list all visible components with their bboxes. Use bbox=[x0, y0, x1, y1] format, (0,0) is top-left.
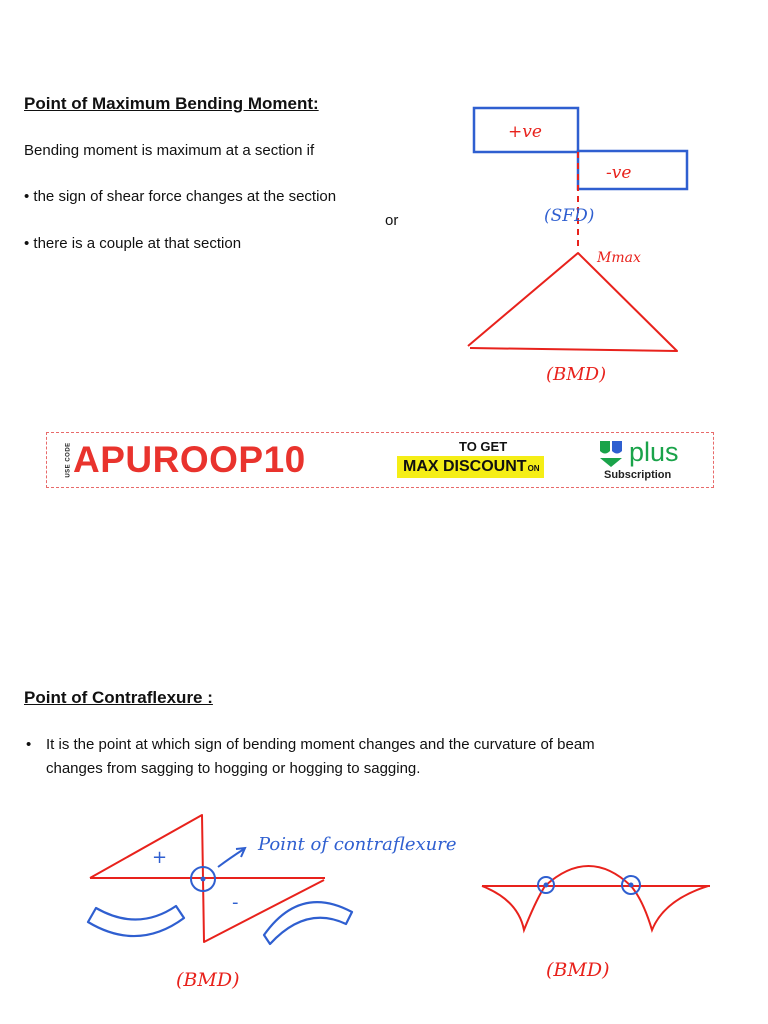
contraflexure-diagram-left bbox=[80, 810, 520, 1010]
negative-sign: - bbox=[232, 892, 239, 913]
bmd-triangle bbox=[468, 253, 677, 351]
positive-label: +ve bbox=[508, 122, 542, 142]
positive-sign: + bbox=[152, 847, 168, 868]
negative-label: -ve bbox=[606, 163, 632, 183]
sfd-negative-block bbox=[578, 151, 687, 189]
section-heading-contraflexure: Point of Contraflexure : bbox=[24, 688, 213, 707]
bmd-label-right: (BMD) bbox=[546, 959, 610, 981]
contraflexure-diagram-right bbox=[470, 855, 720, 1005]
contraflexure-point-dot-2 bbox=[629, 883, 634, 888]
max-discount-text: MAX DISCOUNT bbox=[403, 458, 527, 475]
sagging-curvature-sketch bbox=[88, 906, 184, 936]
to-get-text: TO GET bbox=[459, 439, 508, 454]
sfd-bmd-diagram bbox=[440, 95, 700, 395]
contraflexure-definition-line2: changes from sagging to hogging or hogging to sagging. bbox=[46, 760, 421, 777]
max-moment-label: Mmax bbox=[597, 250, 641, 266]
or-text: or bbox=[385, 212, 399, 229]
contraflexure-definition-line1: It is the point at which sign of bending moment changes and the curvature of beam bbox=[46, 736, 595, 753]
promo-banner[interactable] bbox=[46, 432, 714, 488]
contraflexure-point-dot bbox=[201, 877, 206, 882]
bullet-couple: • there is a couple at that section bbox=[24, 235, 242, 252]
plus-brand-text: plus bbox=[629, 437, 679, 467]
subscription-text: Subscription bbox=[604, 469, 672, 481]
use-code-label: USE CODE bbox=[65, 442, 72, 478]
contraflexure-point-dot-1 bbox=[544, 883, 549, 888]
hogging-curvature-sketch bbox=[264, 902, 352, 944]
on-text: ON bbox=[527, 464, 540, 473]
max-discount-highlight bbox=[397, 456, 544, 478]
unacademy-logo-icon bbox=[595, 438, 627, 468]
bmd-label: (BMD) bbox=[546, 364, 607, 385]
intro-text: Bending moment is maximum at a section if bbox=[24, 142, 315, 159]
point-of-contraflexure-label: Point of contraflexure bbox=[258, 834, 457, 855]
section-heading-max-bending-moment: Point of Maximum Bending Moment: bbox=[24, 94, 319, 113]
bmd-label-left: (BMD) bbox=[176, 969, 240, 991]
sfd-label: (SFD) bbox=[544, 206, 595, 226]
bullet-shear-force-sign: • the sign of shear force changes at the section bbox=[24, 188, 337, 205]
annotation-arrow bbox=[218, 849, 244, 867]
contraflexure-bullet-marker: • bbox=[26, 736, 32, 753]
coupon-code: APUROOP10 bbox=[73, 439, 306, 480]
bmd-curve-right bbox=[482, 866, 708, 930]
